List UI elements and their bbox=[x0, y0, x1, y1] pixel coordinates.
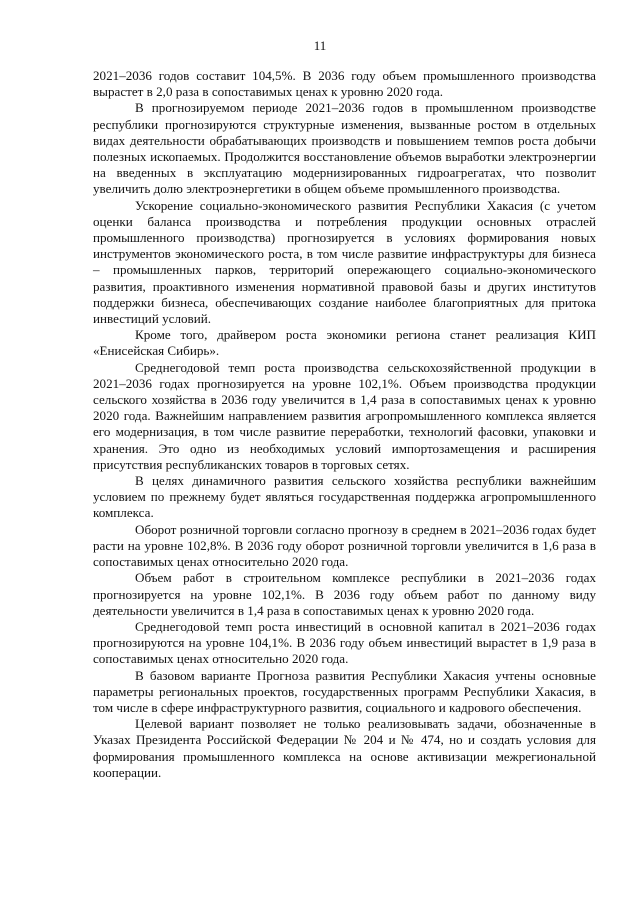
paragraph-continuation: 2021–2036 годов составит 104,5%. В 2036 году объем промышленного производства вырастет в 2,0 раза в сопоставимых ценах к уровню 2020 года. bbox=[93, 68, 596, 100]
document-body bbox=[93, 68, 596, 781]
paragraph: В базовом варианте Прогноза развития Республики Хакасия учтены основные параметры региональных проектов, государственных программ Республики Хакасия, в том числе в сфере инфраструктурного развития, социального и кадрового обеспечения. bbox=[93, 667, 596, 715]
paragraph: Целевой вариант позволяет не только реализовывать задачи, обозначенные в Указах Президента Российской Федерации № 204 и № 474, но и создать условия для формирования промышленного комплекса на основе активизации межрегиональной кооперации. bbox=[93, 716, 596, 780]
paragraph: Объем работ в строительном комплексе республики в 2021–2036 годах прогнозируется на уровне 102,1%. В 2036 году объем работ по данному виду деятельности увеличится в 1,4 раза в сопоставимых ценах к уровню 2020 года. bbox=[93, 570, 596, 618]
paragraph: Среднегодовой темп роста производства сельскохозяйственной продукции в 2021–2036 годах прогнозируется на уровне 102,1%. Объем производства продукции сельского хозяйства в 2036 году увеличится в 1,4 раза в сопоставимых ценах к уровню 2020 года. Важнейшим направлением развития агропромышленного комплекса является его модернизация, в том числе развитие переработки, технологий фасовки, упаковки и хранения. Это одно из необходимых условий импортозамещения и расширения присутствия республиканских товаров в торговых сетях. bbox=[93, 359, 596, 472]
paragraph: Ускорение социально-экономического развития Республики Хакасия (с учетом оценки баланса производства и потребления продукции основных отраслей промышленного производства) прогнозируется в условиях формирования новых инструментов экономического роста, в том числе развитие инфраструктуры для бизнеса – промышленных парков, территорий опережающего социально-экономического развития, проактивного изменения нормативной правовой базы и других институтов поддержки бизнеса, обеспечивающих создание наиболее благоприятных для притока инвестиций условий. bbox=[93, 197, 596, 327]
paragraph: В прогнозируемом периоде 2021–2036 годов в промышленном производстве республики прогнозируются структурные изменения, вызванные ростом в отдельных видах деятельности обрабатывающих производств и повышением темпов роста добычи полезных ископаемых. Продолжится восстановление объемов выработки электроэнергии на введенных в эксплуатацию модернизированных гидроагрегатах, что позволит увеличить долю электроэнергетики в общем объеме промышленного производства. bbox=[93, 100, 596, 197]
paragraph: В целях динамичного развития сельского хозяйства республики важнейшим условием по прежнему будет являться государственная поддержка агропромышленного комплекса. bbox=[93, 473, 596, 521]
paragraph: Оборот розничной торговли согласно прогнозу в среднем в 2021–2036 годах будет расти на уровне 102,8%. В 2036 году оборот розничной торговли увеличится в 1,6 раза в сопоставимых ценах относительно 2020 года. bbox=[93, 521, 596, 570]
page-number: 11 bbox=[313, 38, 327, 53]
paragraph: Кроме того, драйвером роста экономики региона станет реализация КИП «Енисейская Сибирь». bbox=[93, 327, 596, 359]
paragraph: Среднегодовой темп роста инвестиций в основной капитал в 2021–2036 годах прогнозируются на уровне 104,1%. В 2036 году объем инвестиций вырастет в 1,9 раза в сопоставимых ценах относительно 2020 года. bbox=[93, 618, 596, 667]
